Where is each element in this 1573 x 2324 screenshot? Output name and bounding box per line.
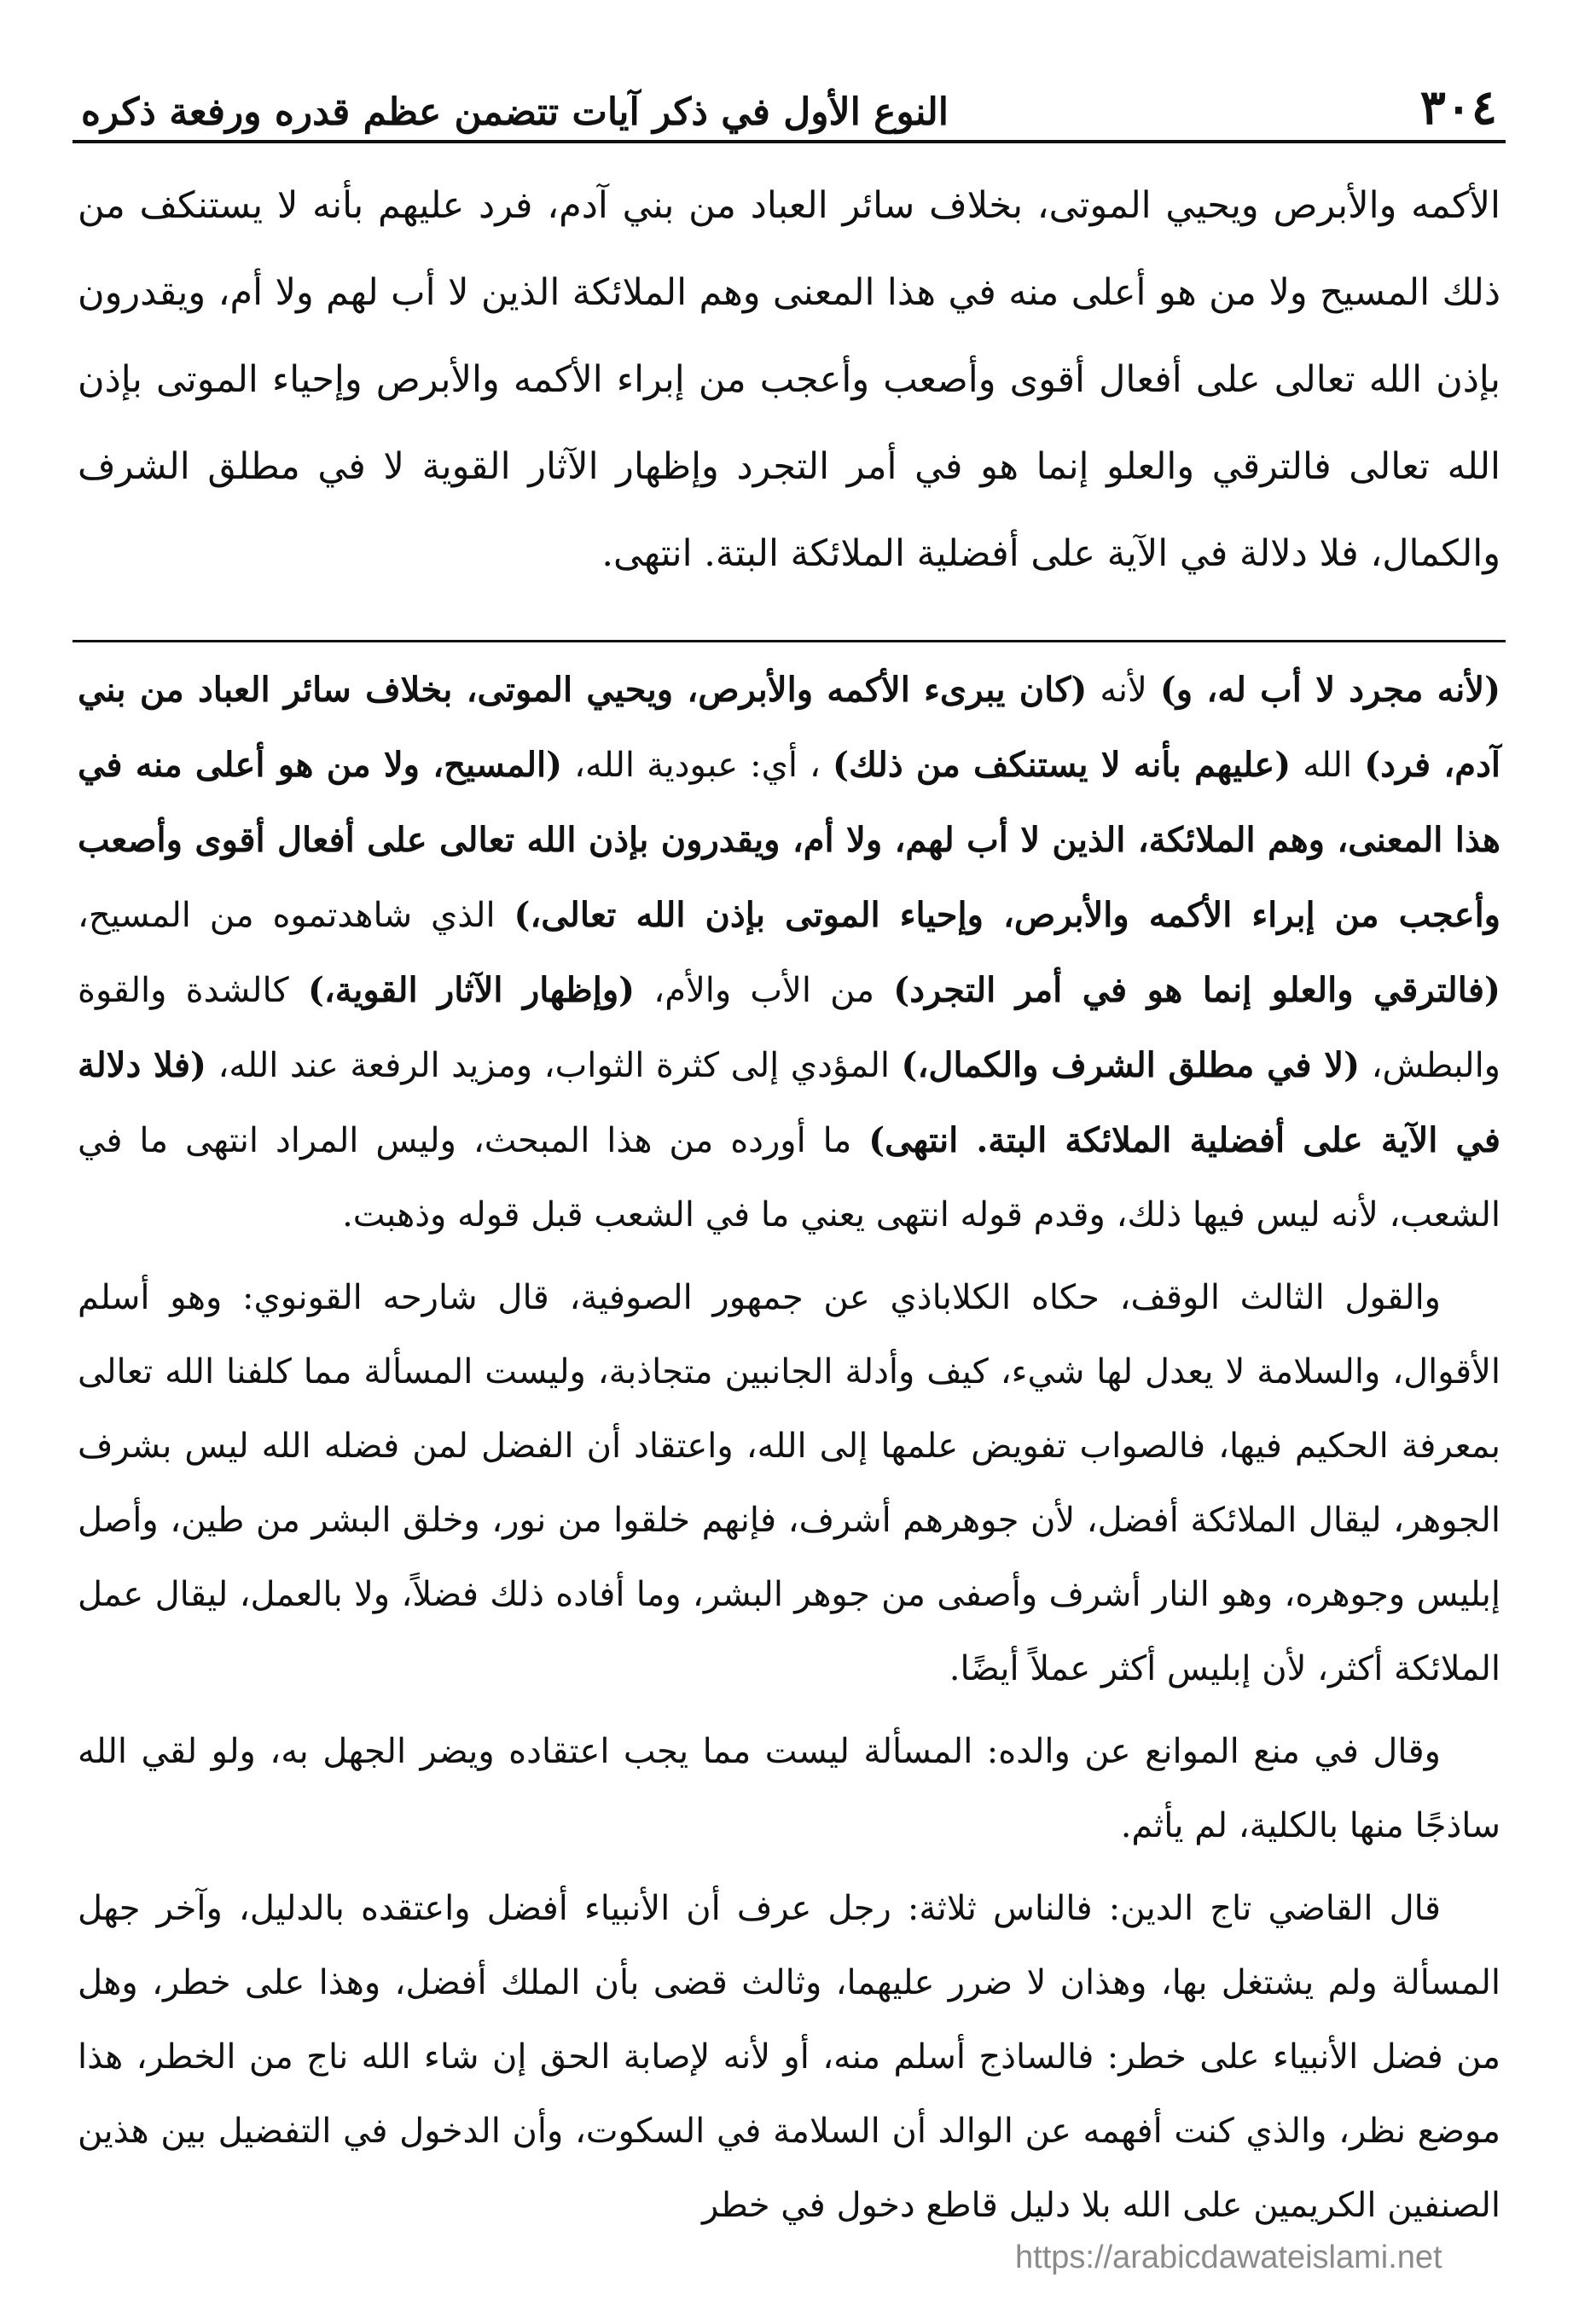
section-divider [73, 640, 1506, 642]
commentary-text: من الأب والأم، [635, 971, 894, 1010]
commentary-text: لأنه [1087, 671, 1160, 710]
watermark-url: https://arabicdawateislami.net [1015, 2240, 1442, 2275]
commentary-text: ، أي: عبودية الله، [562, 746, 833, 785]
quoted-text: (لا في مطلق الشرف والكمال،) [901, 1045, 1361, 1085]
commentary [73, 653, 1506, 2243]
quoted-text: (كان يبرىء الأكمه والأبرص، ويحيي الموتى، بخلاف سائر العباد من بني آدم، فرد) [78, 670, 1500, 785]
commentary-paragraph-1 [78, 653, 1500, 1252]
book-page [73, 75, 1506, 2293]
commentary-text: الذي شاهدتموه من المسيح، [78, 896, 514, 935]
page-header [73, 75, 1506, 143]
commentary-text: الله [1291, 746, 1365, 785]
quoted-text: (لأنه مجرد لا أب له، و) [1159, 670, 1500, 710]
commentary-paragraph-3: وقال في منع الموانع عن والده: المسألة ليست مما يجب اعتقاده ويضر الجهل به، ولو لقي الله ساذجًا منها بالكلية، لم يأثم. [78, 1732, 1500, 1845]
page-number: ٣٠٤ [1419, 79, 1497, 136]
running-title: النوع الأول في ذكر آيات تتضمن عظم قدره ورفعة ذكره [81, 90, 949, 134]
quoted-text: (المسيح، ولا من هو أعلى منه في هذا المعنى، وهم الملائكة، الذين لا أب لهم، ولا أم، ويقدرون بإذن الله تعالى على أفعال أقوى وأصعب وأعجب من إبراء الأكمه والأبرص، وإحياء الموتى بإذن الله تعالى،) [78, 745, 1501, 935]
quoted-text: (فالترقي والعلو إنما هو في أمر التجرد) [893, 970, 1500, 1010]
commentary-text: ما أورده من هذا المبحث، وليس المراد انتهى ما في الشعب، لأنه ليس فيها ذلك، وقدم قوله انتهى يعني ما في الشعب قبل قوله وذهبت. [78, 1121, 1500, 1235]
commentary-paragraph-4: قال القاضي تاج الدين: فالناس ثلاثة: رجل عرف أن الأنبياء أفضل واعتقده بالدليل، وآخر جهل المسألة ولم يشتغل بها، وهذان لا ضرر عليهما، وثالث قضى بأن الملك أفضل، وهذا على خطر، وهل من فضل الأنبياء على خطر: فالساذج أسلم منه، أو لأنه لإصابة الحق إن شاء الله ناج من الخطر، هذا موضع نظر، والذي كنت أفهمه عن الوالد أن السلامة في السكوت، وأن الدخول في التفضيل بين هذين الصنفين الكريمين على الله بلا دليل قاطع دخول في خطر [78, 1889, 1500, 2225]
commentary-paragraph-2: والقول الثالث الوقف، حكاه الكلاباذي عن جمهور الصوفية، قال شارحه القونوي: وهو أسلم الأقوال، والسلامة لا يعدل لها شيء، كيف وأدلة الجانبين متجاذبة، وليست المسألة مما كلفنا الله تعالى بمعرفة الحكيم فيها، فالصواب تفويض علمها إلى الله، واعتقاد أن الفضل لمن فضله الله ليس بشرف الجوهر، ليقال الملائكة أفضل، لأن جوهرهم أشرف، فإنهم خلقوا من نور، وخلق البشر من طين، وأصل إبليس وجوهره، وهو النار أشرف وأصفى من جوهر البشر، وما أفاده ذلك فضلاً، ولا بالعمل، ليقال عمل الملائكة أكثر، لأن إبليس أكثر عملاً أيضًا. [78, 1278, 1500, 1688]
commentary-text: المؤدي إلى كثرة الثواب، ومزيد الرفعة عند الله، [206, 1046, 902, 1085]
quoted-text: (فلا دلالة في الآية على أفضلية الملائكة البتة. انتهى) [78, 1045, 1500, 1160]
main-text: الأكمه والأبرص ويحيي الموتى، بخلاف سائر العباد من بني آدم، فرد عليهم بأنه لا يستنكف من ذلك المسيح ولا من هو أعلى منه في هذا المعنى وهم الملائكة الذين لا أب لهم ولا أم، ويقدرون بإذن الله تعالى على أفعال أقوى وأصعب وأعجب من إبراء الأكمه والأبرص وإحياء الموتى بإذن الله تعالى فالترقي والعلو إنما هو في أمر التجرد وإظهار الآثار القوية لا في مطلق الشرف والكمال، فلا دلالة في الآية على أفضلية الملائكة البتة. انتهى. [78, 184, 1500, 575]
quoted-text: (وإظهار الآثار القوية،) [307, 970, 636, 1010]
quoted-text: (عليهم بأنه لا يستنكف من ذلك) [833, 745, 1291, 785]
commentary-text: كالشدة والقوة والبطش، [78, 971, 1500, 1085]
